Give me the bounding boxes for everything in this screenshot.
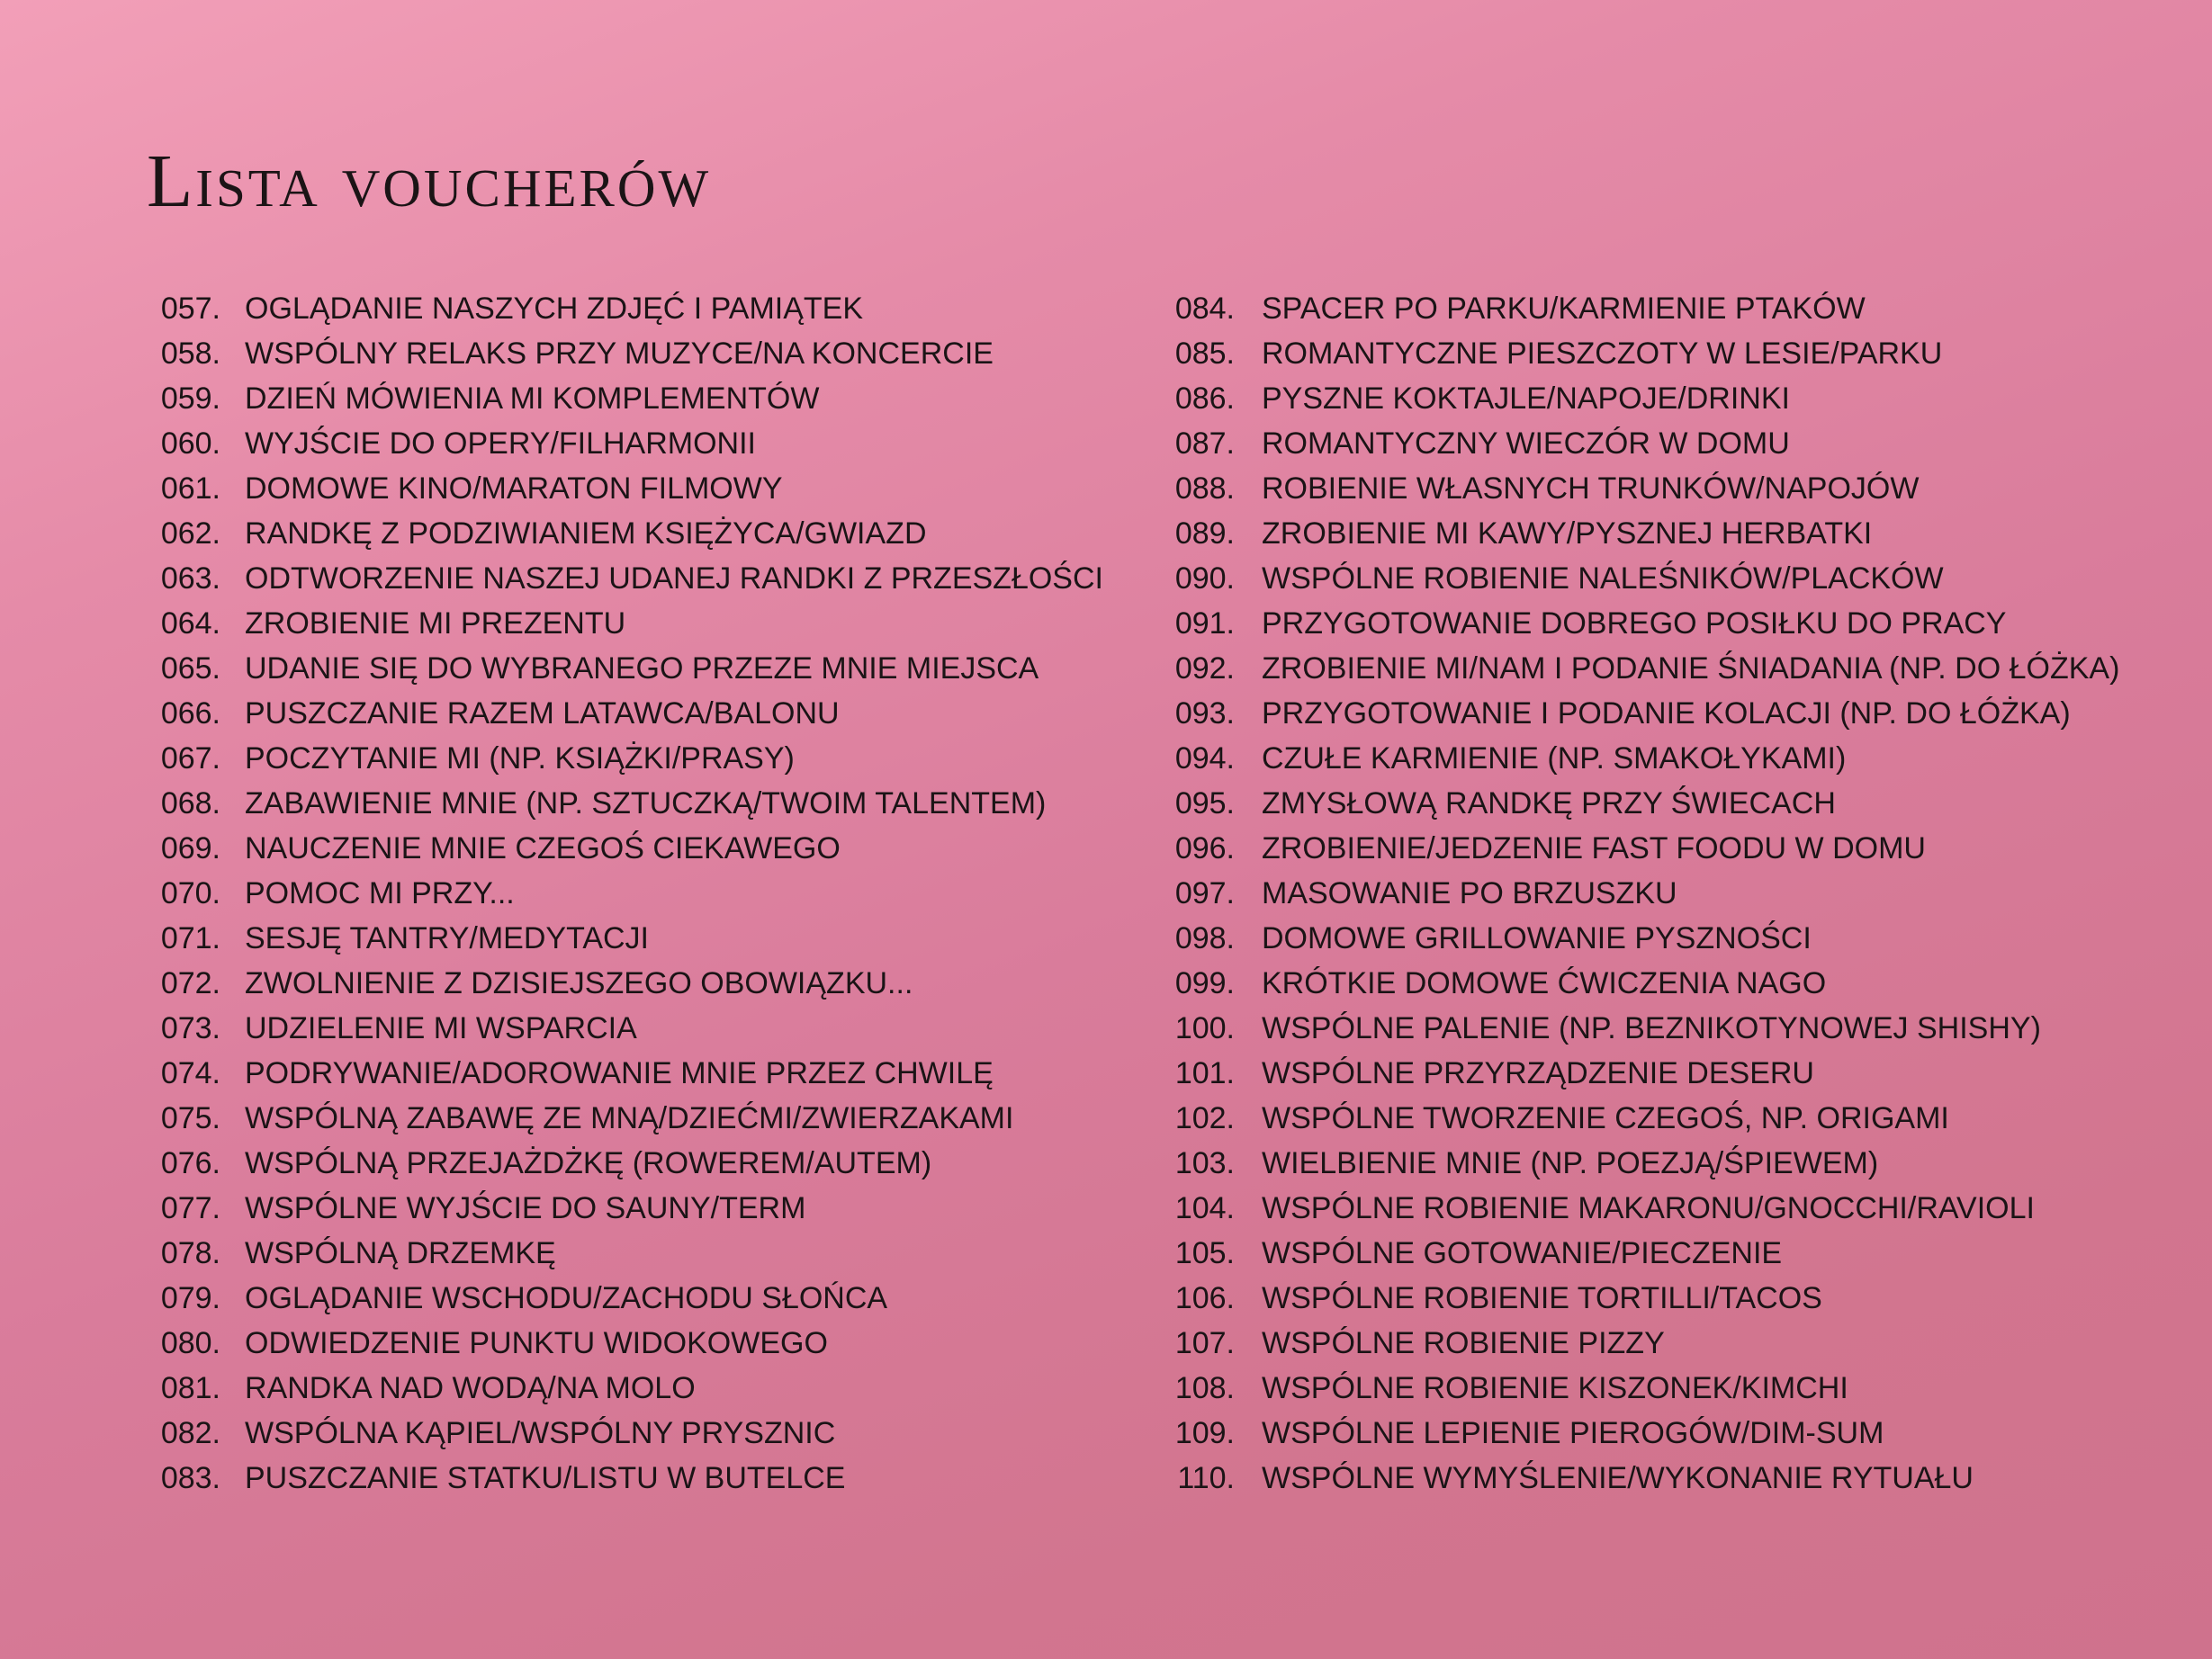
voucher-number: 058. — [160, 336, 220, 371]
voucher-item — [135, 466, 1103, 511]
voucher-item — [135, 916, 1103, 961]
voucher-text: NAUCZENIE MNIE CZEGOŚ CIEKAWEGO — [245, 831, 841, 865]
voucher-item — [1152, 916, 2119, 961]
voucher-number: 095. — [1174, 786, 1235, 821]
voucher-text: WSPÓLNE WYMYŚLENIE/WYKONANIE RYTUAŁU — [1262, 1461, 1974, 1495]
voucher-text: UDZIELENIE MI WSPARCIA — [245, 1011, 637, 1045]
voucher-item — [135, 646, 1103, 691]
voucher-item — [1152, 1366, 2119, 1411]
voucher-number: 063. — [160, 561, 220, 596]
voucher-number: 085. — [1174, 336, 1235, 371]
voucher-item — [1152, 376, 2119, 421]
voucher-item — [135, 286, 1103, 331]
voucher-number: 077. — [160, 1191, 220, 1225]
voucher-item — [1152, 646, 2119, 691]
voucher-number: 098. — [1174, 921, 1235, 955]
voucher-text: ROMANTYCZNY WIECZÓR W DOMU — [1262, 426, 1790, 461]
voucher-text: MASOWANIE PO BRZUSZKU — [1262, 876, 1677, 910]
voucher-text: WSPÓLNE ROBIENIE NALEŚNIKÓW/PLACKÓW — [1262, 561, 1944, 596]
voucher-text: DOMOWE KINO/MARATON FILMOWY — [245, 471, 783, 506]
voucher-item — [1152, 1411, 2119, 1456]
voucher-item — [1152, 466, 2119, 511]
voucher-text: WYJŚCIE DO OPERY/FILHARMONII — [245, 426, 757, 461]
voucher-item — [1152, 826, 2119, 871]
voucher-text: ZROBIENIE MI/NAM I PODANIE ŚNIADANIA (NP. DO ŁÓŻKA) — [1262, 651, 2120, 686]
voucher-number: 079. — [160, 1281, 220, 1315]
voucher-item — [1152, 1186, 2119, 1231]
voucher-number: 065. — [160, 651, 220, 686]
voucher-text: DOMOWE GRILLOWANIE PYSZNOŚCI — [1262, 921, 1812, 955]
voucher-item — [135, 601, 1103, 646]
voucher-item — [135, 376, 1103, 421]
voucher-text: WSPÓLNA KĄPIEL/WSPÓLNY PRYSZNIC — [245, 1416, 836, 1450]
voucher-text: ODTWORZENIE NASZEJ UDANEJ RANDKI Z PRZESZŁOŚCI — [245, 561, 1103, 596]
voucher-text: PYSZNE KOKTAJLE/NAPOJE/DRINKI — [1262, 381, 1790, 416]
voucher-number: 104. — [1174, 1191, 1235, 1225]
voucher-text: WSPÓLNE LEPIENIE PIEROGÓW/DIM-SUM — [1262, 1416, 1884, 1450]
voucher-text: ZABAWIENIE MNIE (NP. SZTUCZKĄ/TWOIM TALENTEM) — [245, 786, 1047, 821]
voucher-item — [135, 1051, 1103, 1096]
voucher-text: OGLĄDANIE NASZYCH ZDJĘĆ I PAMIĄTEK — [245, 291, 864, 326]
voucher-text: PUSZCZANIE STATKU/LISTU W BUTELCE — [245, 1461, 846, 1495]
voucher-number: 070. — [160, 876, 220, 910]
voucher-text: PRZYGOTOWANIE DOBREGO POSIŁKU DO PRACY — [1262, 606, 2007, 641]
voucher-number: 078. — [160, 1236, 220, 1270]
voucher-item — [1152, 511, 2119, 556]
voucher-number: 089. — [1174, 516, 1235, 551]
voucher-text: WSPÓLNY RELAKS PRZY MUZYCE/NA KONCERCIE — [245, 336, 994, 371]
voucher-item — [135, 1006, 1103, 1051]
voucher-item — [1152, 1276, 2119, 1321]
voucher-item — [135, 1096, 1103, 1141]
voucher-number: 105. — [1174, 1236, 1235, 1270]
voucher-number: 082. — [160, 1416, 220, 1450]
voucher-number: 096. — [1174, 831, 1235, 865]
voucher-text: ROMANTYCZNE PIESZCZOTY W LESIE/PARKU — [1262, 336, 1943, 371]
voucher-text: ODWIEDZENIE PUNKTU WIDOKOWEGO — [245, 1326, 828, 1360]
voucher-text: WSPÓLNĄ PRZEJAŻDŻKĘ (ROWEREM/AUTEM) — [245, 1146, 932, 1180]
voucher-text: CZUŁE KARMIENIE (NP. SMAKOŁYKAMI) — [1262, 741, 1847, 776]
voucher-text: PUSZCZANIE RAZEM LATAWCA/BALONU — [245, 696, 840, 731]
voucher-item — [1152, 1096, 2119, 1141]
voucher-number: 110. — [1177, 1461, 1235, 1495]
voucher-item — [1152, 421, 2119, 466]
voucher-item — [1152, 1456, 2119, 1501]
voucher-item — [1152, 781, 2119, 826]
voucher-text: ZWOLNIENIE Z DZISIEJSZEGO OBOWIĄZKU... — [245, 966, 913, 1000]
voucher-number: 059. — [160, 381, 220, 416]
voucher-item — [135, 871, 1103, 916]
voucher-number: 075. — [160, 1101, 220, 1135]
voucher-number: 067. — [160, 741, 220, 776]
voucher-number: 097. — [1174, 876, 1235, 910]
voucher-number: 103. — [1174, 1146, 1235, 1180]
voucher-item — [135, 691, 1103, 736]
voucher-text: UDANIE SIĘ DO WYBRANEGO PRZEZE MNIE MIEJSCA — [245, 651, 1039, 686]
voucher-item — [1152, 331, 2119, 376]
voucher-item — [1152, 871, 2119, 916]
voucher-item — [1152, 1321, 2119, 1366]
voucher-number: 106. — [1174, 1281, 1235, 1315]
voucher-number: 088. — [1174, 471, 1235, 506]
voucher-number: 061. — [160, 471, 220, 506]
voucher-number: 057. — [160, 291, 220, 326]
voucher-item — [135, 826, 1103, 871]
voucher-text: ZROBIENIE MI PREZENTU — [245, 606, 626, 641]
voucher-item — [135, 1366, 1103, 1411]
voucher-text: POMOC MI PRZY... — [245, 876, 515, 910]
voucher-text: RANDKA NAD WODĄ/NA MOLO — [245, 1371, 696, 1405]
voucher-text: WSPÓLNE GOTOWANIE/PIECZENIE — [1262, 1236, 1783, 1270]
voucher-number: 099. — [1174, 966, 1235, 1000]
voucher-item — [1152, 691, 2119, 736]
voucher-item — [1152, 556, 2119, 601]
voucher-number: 083. — [160, 1461, 220, 1495]
voucher-text: WSPÓLNE ROBIENIE TORTILLI/TACOS — [1262, 1281, 1822, 1315]
voucher-number: 071. — [160, 921, 220, 955]
voucher-number: 068. — [160, 786, 220, 821]
voucher-number: 064. — [160, 606, 220, 641]
voucher-item — [1152, 961, 2119, 1006]
voucher-text: SESJĘ TANTRY/MEDYTACJI — [245, 921, 650, 955]
voucher-item — [135, 331, 1103, 376]
voucher-text: POCZYTANIE MI (NP. KSIĄŻKI/PRASY) — [245, 741, 795, 776]
voucher-item — [135, 511, 1103, 556]
voucher-item — [135, 1411, 1103, 1456]
voucher-number: 062. — [160, 516, 220, 551]
voucher-item — [135, 556, 1103, 601]
voucher-number: 107. — [1174, 1326, 1235, 1360]
voucher-text: PRZYGOTOWANIE I PODANIE KOLACJI (NP. DO ŁÓŻKA) — [1262, 696, 2071, 731]
voucher-number: 100. — [1174, 1011, 1235, 1045]
voucher-list-left — [135, 286, 1103, 1501]
voucher-text: ZROBIENIE MI KAWY/PYSZNEJ HERBATKI — [1262, 516, 1873, 551]
voucher-number: 074. — [160, 1056, 220, 1090]
voucher-text: WIELBIENIE MNIE (NP. POEZJĄ/ŚPIEWEM) — [1262, 1146, 1879, 1180]
voucher-number: 101. — [1174, 1056, 1235, 1090]
voucher-text: ZMYSŁOWĄ RANDKĘ PRZY ŚWIECACH — [1262, 786, 1836, 821]
voucher-item — [135, 421, 1103, 466]
voucher-item — [135, 1231, 1103, 1276]
voucher-number: 081. — [160, 1371, 220, 1405]
voucher-text: KRÓTKIE DOMOWE ĆWICZENIA NAGO — [1262, 966, 1827, 1000]
voucher-text: WSPÓLNE WYJŚCIE DO SAUNY/TERM — [245, 1191, 806, 1225]
voucher-text: PODRYWANIE/ADOROWANIE MNIE PRZEZ CHWILĘ — [245, 1056, 994, 1090]
voucher-text: WSPÓLNE ROBIENIE PIZZY — [1262, 1326, 1665, 1360]
voucher-item — [1152, 601, 2119, 646]
voucher-number: 080. — [160, 1326, 220, 1360]
voucher-text: WSPÓLNE ROBIENIE KISZONEK/KIMCHI — [1262, 1371, 1848, 1405]
voucher-item — [135, 1321, 1103, 1366]
voucher-item — [1152, 1141, 2119, 1186]
voucher-list-right — [1152, 286, 2119, 1501]
voucher-item — [1152, 1231, 2119, 1276]
voucher-item — [135, 961, 1103, 1006]
voucher-item — [135, 1276, 1103, 1321]
voucher-item — [135, 781, 1103, 826]
voucher-text: ROBIENIE WŁASNYCH TRUNKÓW/NAPOJÓW — [1262, 471, 1920, 506]
voucher-number: 094. — [1174, 741, 1235, 776]
voucher-item — [1152, 286, 2119, 331]
voucher-text: WSPÓLNĄ DRZEMKĘ — [245, 1236, 556, 1270]
voucher-number: 072. — [160, 966, 220, 1000]
voucher-number: 060. — [160, 426, 220, 461]
voucher-text: ZROBIENIE/JEDZENIE FAST FOODU W DOMU — [1262, 831, 1926, 865]
voucher-number: 073. — [160, 1011, 220, 1045]
voucher-number: 066. — [160, 696, 220, 731]
voucher-item — [1152, 1051, 2119, 1096]
voucher-item — [135, 1456, 1103, 1501]
voucher-item — [1152, 736, 2119, 781]
voucher-number: 090. — [1174, 561, 1235, 596]
voucher-number: 087. — [1174, 426, 1235, 461]
voucher-number: 091. — [1174, 606, 1235, 641]
voucher-text: WSPÓLNE ROBIENIE MAKARONU/GNOCCHI/RAVIOLI — [1262, 1191, 2035, 1225]
voucher-item — [135, 1141, 1103, 1186]
voucher-number: 092. — [1174, 651, 1235, 686]
voucher-number: 102. — [1174, 1101, 1235, 1135]
voucher-number: 086. — [1174, 381, 1235, 416]
voucher-item — [1152, 1006, 2119, 1051]
voucher-text: WSPÓLNĄ ZABAWĘ ZE MNĄ/DZIEĆMI/ZWIERZAKAMI — [245, 1101, 1014, 1135]
voucher-text: WSPÓLNE PALENIE (NP. BEZNIKOTYNOWEJ SHISHY) — [1262, 1011, 2041, 1045]
voucher-text: DZIEŃ MÓWIENIA MI KOMPLEMENTÓW — [245, 381, 820, 416]
voucher-text: RANDKĘ Z PODZIWIANIEM KSIĘŻYCA/GWIAZD — [245, 516, 927, 551]
voucher-number: 108. — [1174, 1371, 1235, 1405]
voucher-number: 076. — [160, 1146, 220, 1180]
voucher-text: SPACER PO PARKU/KARMIENIE PTAKÓW — [1262, 291, 1866, 326]
voucher-text: WSPÓLNE TWORZENIE CZEGOŚ, NP. ORIGAMI — [1262, 1101, 1949, 1135]
voucher-text: WSPÓLNE PRZYRZĄDZENIE DESERU — [1262, 1056, 1814, 1090]
voucher-number: 093. — [1174, 696, 1235, 731]
voucher-number: 069. — [160, 831, 220, 865]
voucher-item — [135, 1186, 1103, 1231]
voucher-item — [135, 736, 1103, 781]
voucher-text: OGLĄDANIE WSCHODU/ZACHODU SŁOŃCA — [245, 1281, 888, 1315]
voucher-number: 084. — [1174, 291, 1235, 326]
page-title: Lista voucherów — [147, 139, 712, 223]
voucher-number: 109. — [1174, 1416, 1235, 1450]
